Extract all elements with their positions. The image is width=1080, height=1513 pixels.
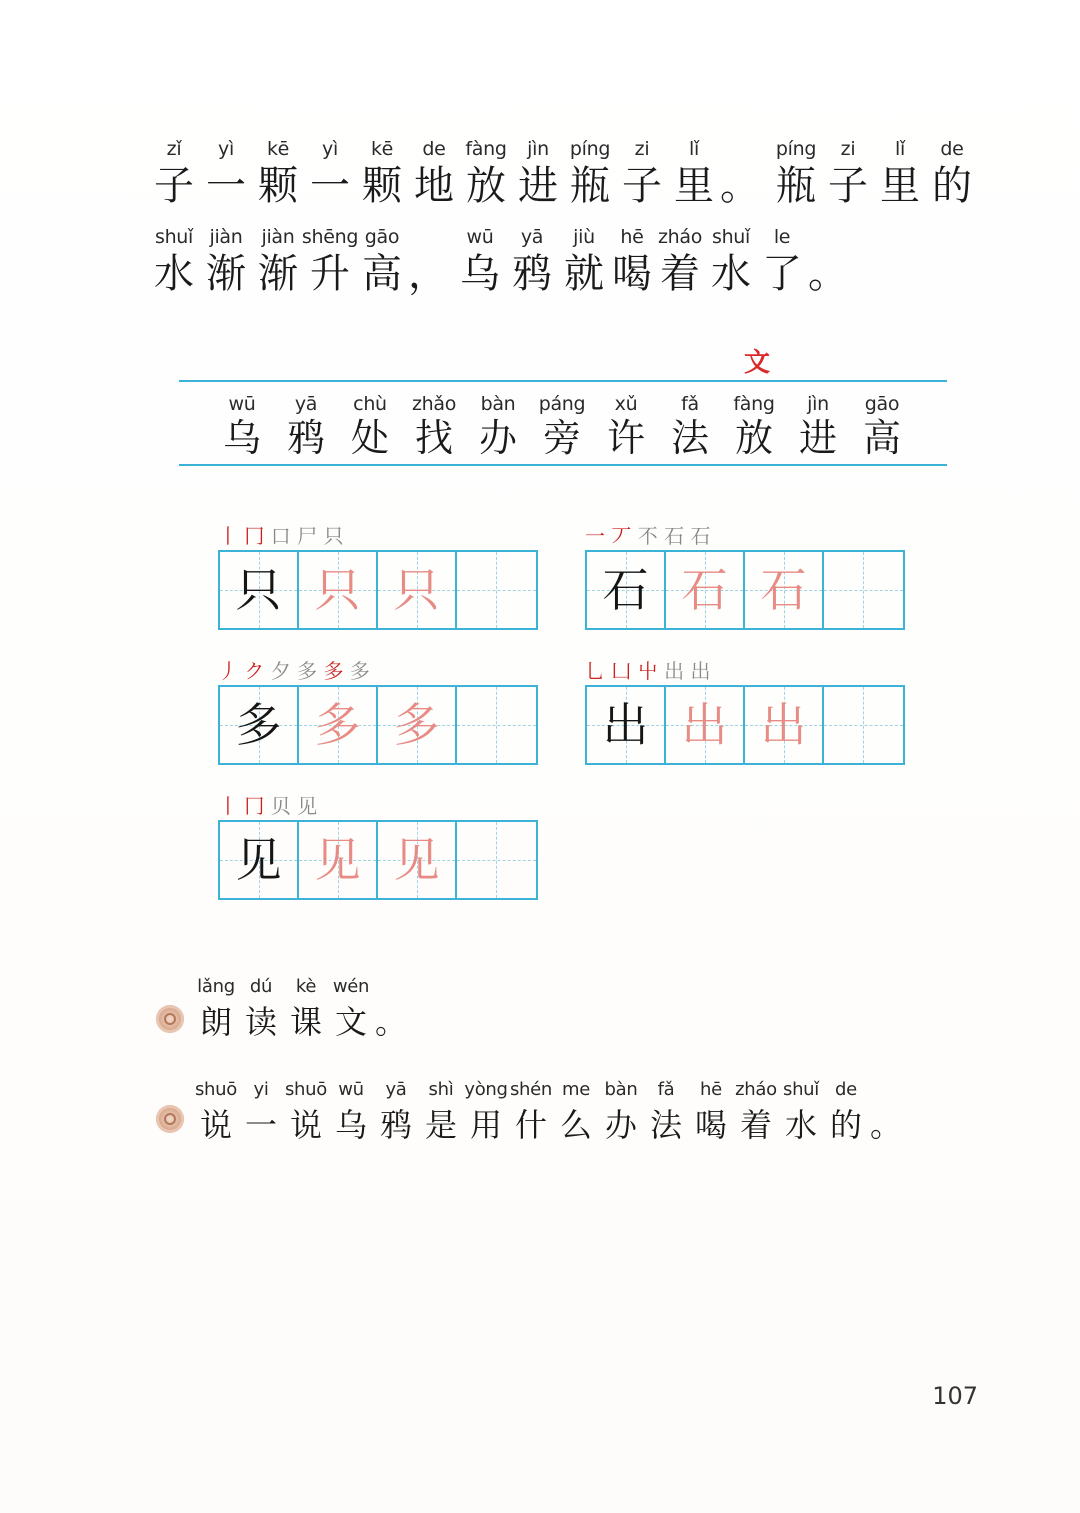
text-char: zi 子 (828, 138, 868, 209)
writing-practice-chu (585, 655, 907, 775)
stroke-order: 丨 冂 贝 见 (218, 794, 318, 818)
tianzige-box[interactable]: 见 (299, 822, 378, 898)
text-line-2 (0, 226, 1080, 346)
bar-char: yā 鸦 (286, 393, 325, 460)
exercise-char: lǎng 朗 (197, 976, 235, 1041)
text-char: lǐ 里 (674, 138, 714, 209)
exercise-badge-icon (156, 1005, 184, 1033)
text-char: de 的 (932, 138, 972, 209)
text-char: jìn 进 (518, 138, 558, 209)
tianzige-box[interactable]: 多 (299, 687, 378, 763)
tianzige-row (218, 685, 538, 765)
bar-char: fàng 放 (733, 393, 775, 460)
text-char: zǐ 子 (154, 138, 194, 209)
bar-top-line (179, 380, 947, 382)
bar-char: bàn 办 (478, 393, 517, 460)
tianzige-box: 出 (587, 687, 666, 763)
stroke-order: 丨 冂 口 尸 只 (218, 524, 344, 548)
exercise-char: wén 文 (332, 976, 370, 1041)
bar-char: chù 处 (350, 393, 389, 460)
text-char: píng 瓶 (569, 138, 611, 209)
writing-practice-shi (585, 520, 907, 640)
stroke-order: 乚 凵 屮 出 出 (585, 659, 711, 683)
tianzige-box[interactable]: 石 (666, 552, 745, 628)
tianzige-row (585, 550, 905, 630)
exercise-punct: 。 (374, 1003, 407, 1041)
writing-practice-jian (218, 790, 540, 910)
tianzige-box-empty[interactable] (457, 687, 536, 763)
exercise-char: shén 什 (509, 1079, 553, 1144)
tianzige-box: 只 (220, 552, 299, 628)
character-bar (0, 393, 1080, 463)
bar-bottom-line (179, 464, 947, 466)
tianzige-box-empty[interactable] (824, 687, 903, 763)
text-char: zi 子 (622, 138, 662, 209)
tianzige-box: 多 (220, 687, 299, 763)
exercise-char: shuō 说 (284, 1079, 327, 1144)
bar-char: páng 旁 (538, 393, 586, 460)
tianzige-box[interactable]: 多 (378, 687, 457, 763)
text-char: shēng 升 (301, 226, 359, 297)
exercise-punct: 。 (869, 1106, 902, 1144)
text-char: shuǐ 水 (711, 226, 751, 297)
tianzige-box[interactable]: 只 (299, 552, 378, 628)
exercise-char: zháo 着 (735, 1079, 777, 1144)
exercise-char: yi 一 (244, 1079, 277, 1144)
text-char: wū 乌 (460, 226, 500, 297)
bar-char: jìn 进 (798, 393, 837, 460)
text-char: kē 颗 (258, 138, 298, 209)
writing-practice-zhi (218, 520, 540, 640)
text-punct: ， (408, 251, 448, 297)
page-number: 107 (932, 1382, 978, 1410)
tianzige-box[interactable]: 出 (745, 687, 824, 763)
exercise-char: me 么 (559, 1079, 592, 1144)
tianzige-box[interactable]: 石 (745, 552, 824, 628)
exercise-char: shuǐ 水 (783, 1079, 819, 1144)
writing-practice-duo (218, 655, 540, 775)
text-char: jiù 就 (564, 226, 604, 297)
exercise-char: hē 喝 (694, 1079, 727, 1144)
text-char: yì 一 (206, 138, 246, 209)
tianzige-box-empty[interactable] (824, 552, 903, 628)
text-char: kē 颗 (362, 138, 402, 209)
exercise-char: bàn 办 (604, 1079, 638, 1144)
text-char: gāo 高 (362, 226, 402, 297)
exercise-char: kè 课 (289, 976, 322, 1041)
text-char: jiàn 渐 (258, 226, 298, 297)
exercise-1 (0, 976, 1080, 1066)
bar-char: fǎ 法 (670, 393, 709, 460)
tianzige-row (218, 550, 538, 630)
tianzige-row (218, 820, 538, 900)
exercise-char: de 的 (829, 1079, 862, 1144)
text-char: fàng 放 (465, 138, 507, 209)
stroke-order: 丿 ク 夕 多 多 多 (218, 659, 370, 683)
bar-char: wū 乌 (222, 393, 261, 460)
text-char: shuǐ 水 (154, 226, 194, 297)
tianzige-row (585, 685, 905, 765)
text-char: yā 鸦 (512, 226, 552, 297)
tianzige-box[interactable]: 只 (378, 552, 457, 628)
tianzige-box[interactable]: 见 (378, 822, 457, 898)
text-char: lǐ 里 (880, 138, 920, 209)
tianzige-box-empty[interactable] (457, 552, 536, 628)
text-char: le 了 (762, 226, 802, 297)
text-punct: 。 (808, 251, 848, 297)
exercise-char: shuō 说 (194, 1079, 237, 1144)
exercise-badge-icon (156, 1105, 184, 1133)
wen-icon: 文 (744, 348, 771, 378)
exercise-char: yòng 用 (464, 1079, 508, 1144)
tianzige-box: 石 (587, 552, 666, 628)
bar-char: xǔ 许 (606, 393, 645, 460)
bar-char: zhǎo 找 (411, 393, 457, 460)
tianzige-box[interactable]: 出 (666, 687, 745, 763)
exercise-2 (0, 1079, 1080, 1169)
text-char: yì 一 (310, 138, 350, 209)
exercise-char: dú 读 (244, 976, 277, 1041)
exercise-char: yā 鸦 (379, 1079, 412, 1144)
text-char: zháo 着 (657, 226, 703, 297)
bar-char: gāo 高 (862, 393, 901, 460)
text-char: jiàn 渐 (206, 226, 246, 297)
stroke-order: 一 丆 不 石 石 (585, 524, 711, 548)
exercise-char: wū 乌 (334, 1079, 367, 1144)
text-char: píng 瓶 (775, 138, 817, 209)
tianzige-box-empty[interactable] (457, 822, 536, 898)
text-punct: 。 (720, 163, 760, 209)
text-char: de 地 (414, 138, 454, 209)
text-char: hē 喝 (612, 226, 652, 297)
tianzige-box: 见 (220, 822, 299, 898)
exercise-char: fǎ 法 (649, 1079, 682, 1144)
exercise-char: shì 是 (424, 1079, 457, 1144)
